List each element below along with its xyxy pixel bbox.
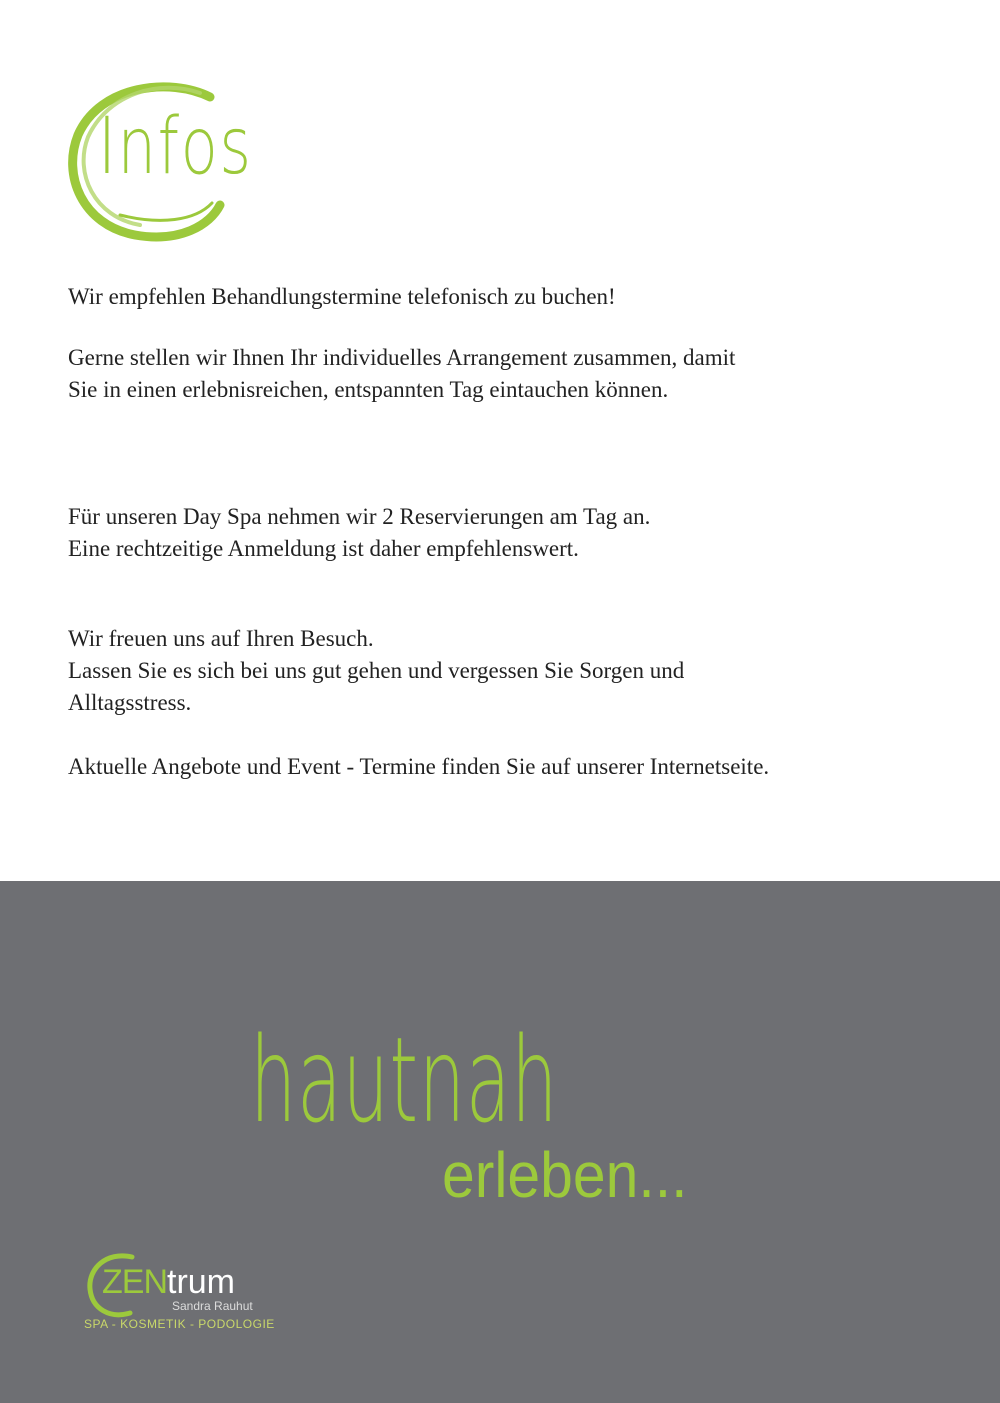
slogan-line-2: erleben... (442, 1139, 688, 1211)
paragraph-arrangement (68, 342, 948, 406)
text-line: Lassen Sie es sich bei uns gut gehen und vergessen Sie Sorgen und (68, 658, 685, 683)
paragraph-day-spa (68, 501, 948, 565)
brand-tagline: SPA - KOSMETIK - PODOLOGIE (84, 1317, 275, 1331)
text-line: Alltagsstress. (68, 690, 192, 715)
slogan-line-1: hautnah (250, 1011, 559, 1149)
brand-name (102, 1265, 235, 1299)
paragraph-offers (68, 751, 948, 783)
brand-name-zen: ZEN (102, 1263, 167, 1301)
text-line: Aktuelle Angebote und Event - Termine finden Sie auf unserer Internetseite. (68, 754, 770, 779)
text-line: Wir empfehlen Behandlungstermine telefonisch zu buchen! (68, 284, 616, 309)
page-title: Infos (98, 102, 253, 192)
text-line: Für unseren Day Spa nehmen wir 2 Reservierungen am Tag an. (68, 504, 651, 529)
text-line: Wir freuen uns auf Ihren Besuch. (68, 626, 374, 651)
text-line: Sie in einen erlebnisreichen, entspannten Tag eintauchen können. (68, 377, 669, 402)
brand-name-trum: trum (167, 1263, 235, 1301)
paragraph-booking (68, 281, 948, 313)
brand-owner: Sandra Rauhut (172, 1299, 253, 1313)
footer-section (0, 881, 1000, 1403)
text-line: Gerne stellen wir Ihnen Ihr individuelles Arrangement zusammen, damit (68, 345, 736, 370)
brand-logo (84, 1249, 284, 1339)
paragraph-welcome (68, 623, 948, 719)
text-line: Eine rechtzeitige Anmeldung ist daher empfehlenswert. (68, 536, 579, 561)
